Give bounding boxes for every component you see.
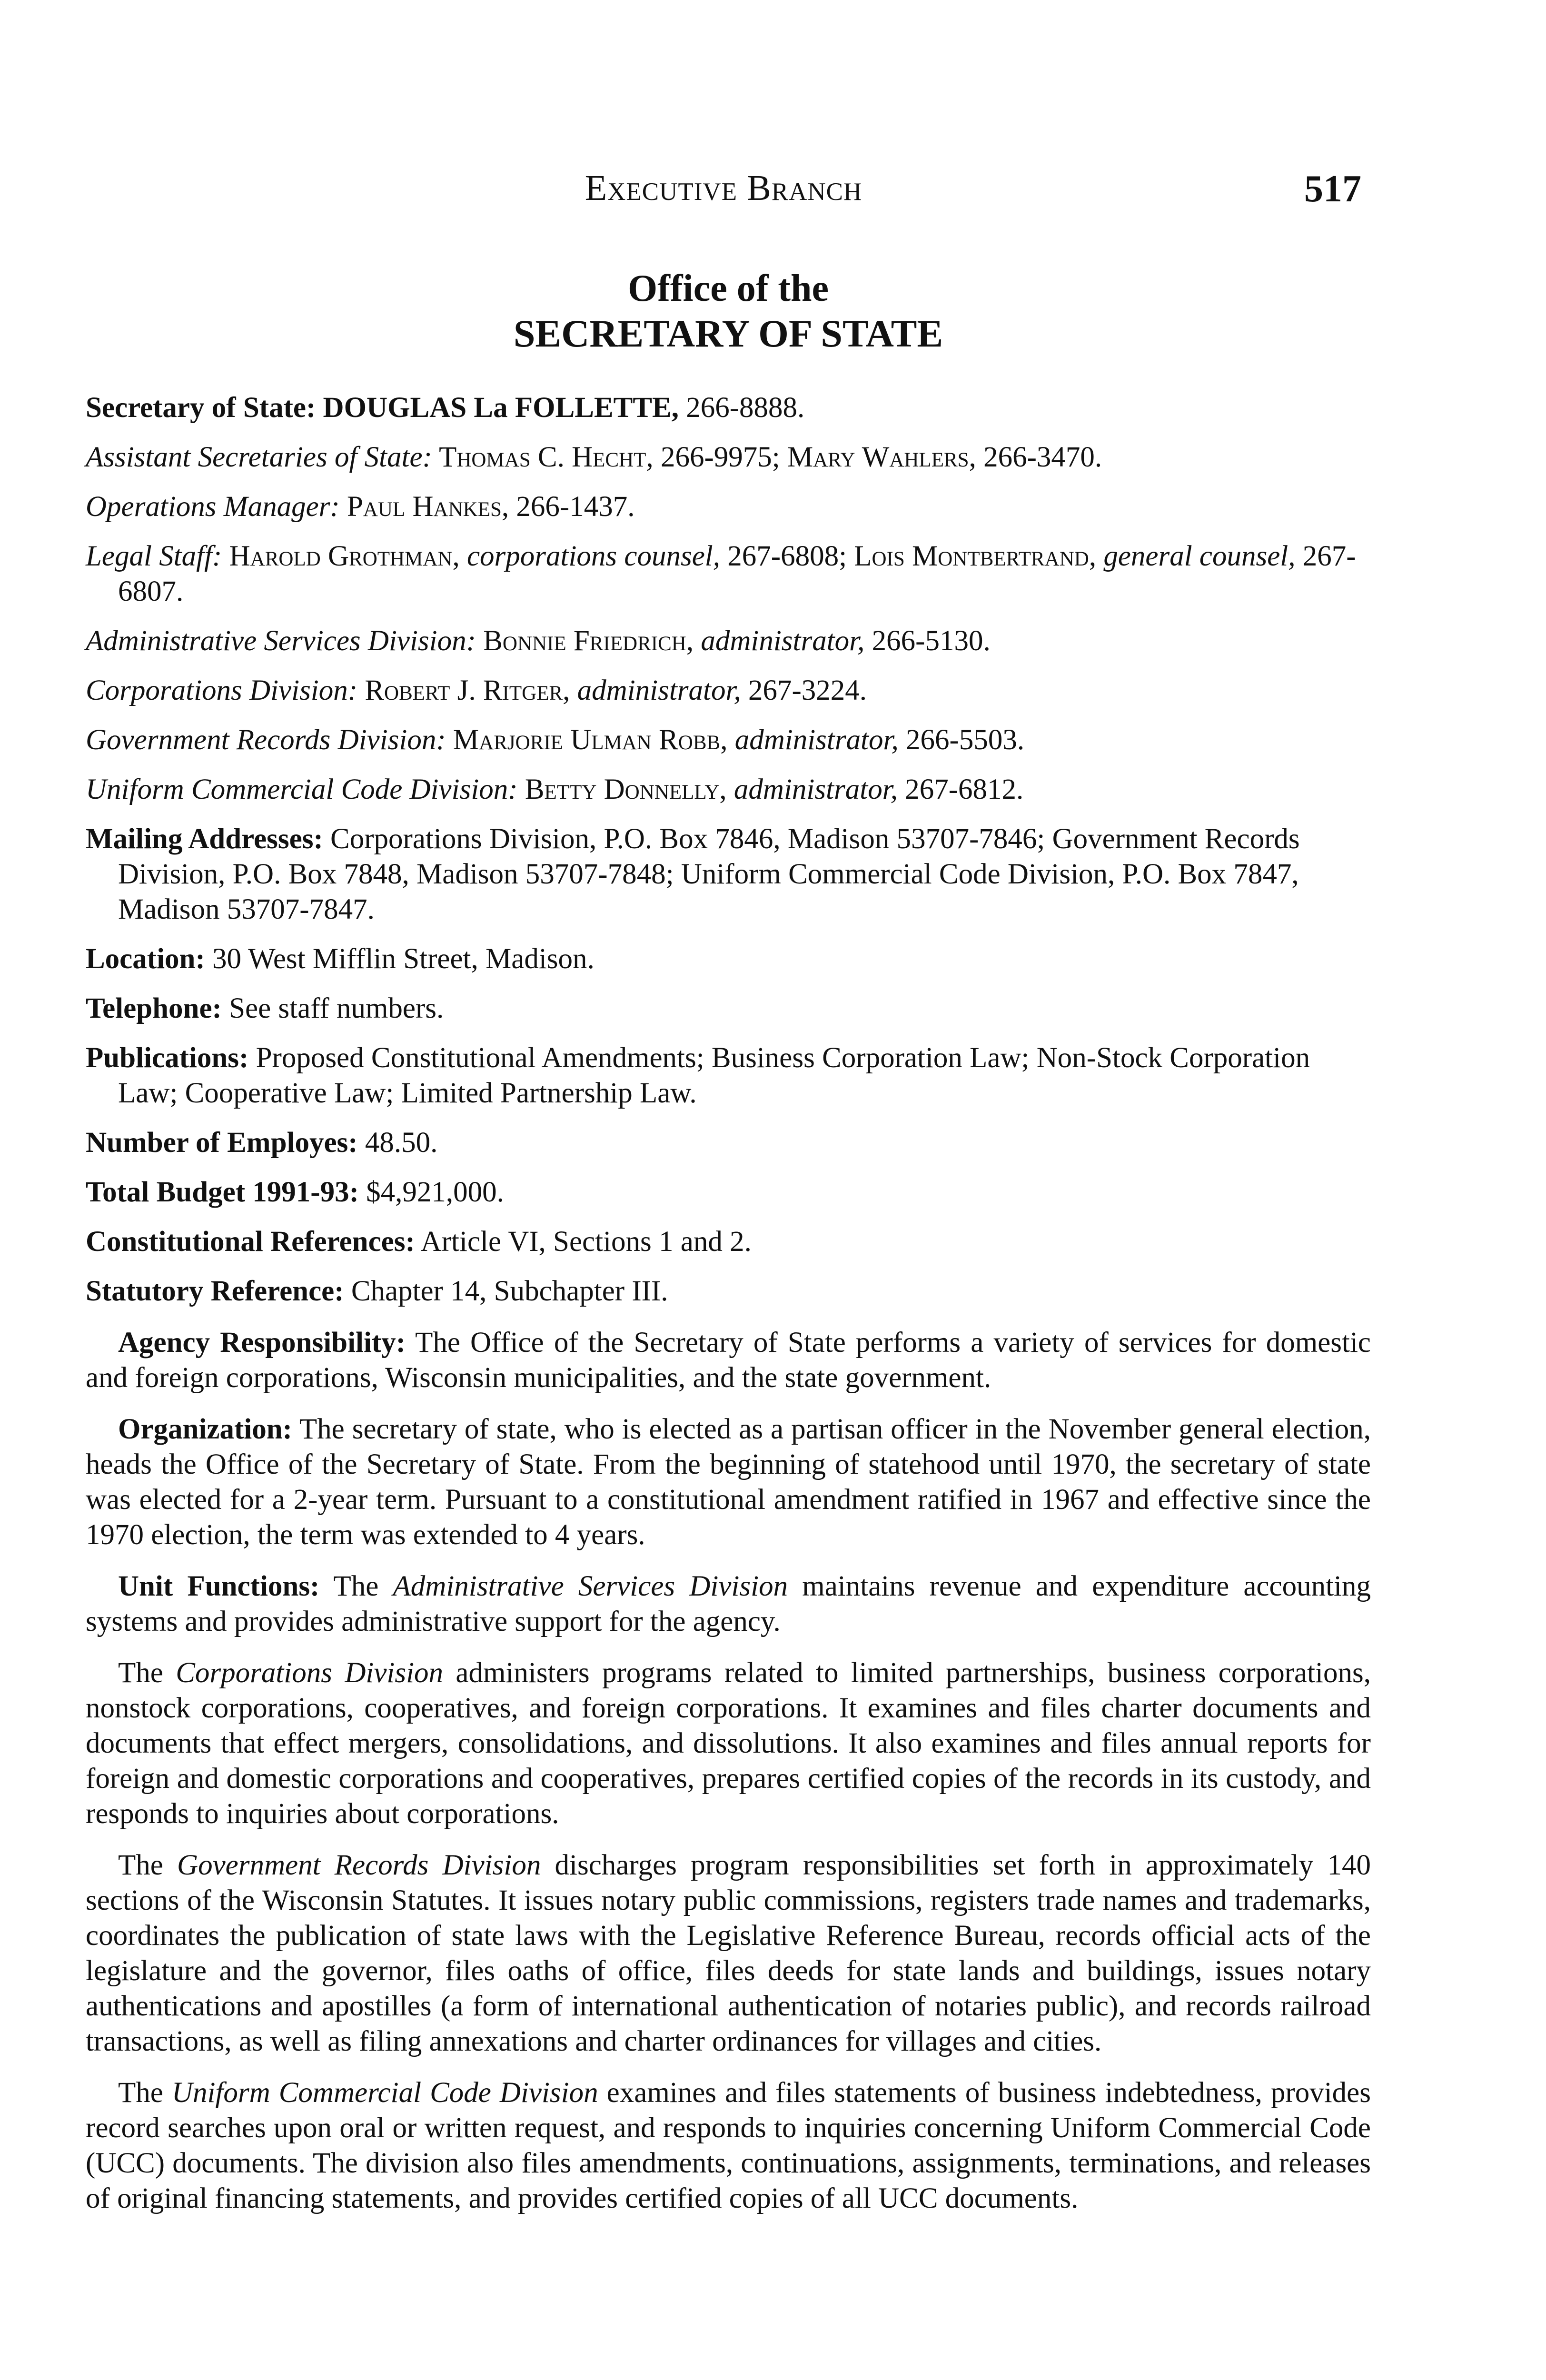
mailing-label: Mailing Addresses: bbox=[86, 823, 323, 855]
legal-phone: 267-6807. bbox=[118, 540, 1356, 607]
division-name-records: Government Records Division bbox=[177, 1849, 541, 1881]
division-role: administrator, bbox=[570, 674, 741, 706]
gov-records-text: discharges program responsibilities set forth in approximately 140 sections of the Wisconsin Statutes. It issues notary public commissions, registers trade names and trademarks, coordinates the publication of state laws with the Legislative Reference Bureau, records official acts of the legislature and the governor, files oaths of office, files deeds for state lands and buildings, issues notary authentications and apostilles (a form of international authentication of notaries public), and records railroad transactions, as well as filing annexations and charter ordinances for villages and cities. bbox=[86, 1849, 1371, 2057]
secretary-entry bbox=[86, 390, 1371, 426]
unit-functions-label: Unit Functions: bbox=[118, 1570, 320, 1602]
telephone bbox=[86, 991, 1371, 1026]
constitutional-label: Constitutional References: bbox=[86, 1226, 415, 1258]
division-label: Administrative Services Division: bbox=[86, 625, 476, 657]
budget-label: Total Budget 1991-93: bbox=[86, 1176, 359, 1208]
responsibility-label: Agency Responsibility: bbox=[118, 1327, 406, 1359]
division-label: Corporations Division: bbox=[86, 674, 358, 706]
page-title bbox=[86, 267, 1371, 356]
organization-label: Organization: bbox=[118, 1413, 292, 1445]
assistant-name: Mary Wahlers, bbox=[787, 441, 976, 473]
employees-label: Number of Employes: bbox=[86, 1127, 358, 1159]
legal-name: Lois Montbertrand, bbox=[854, 540, 1097, 572]
government-records-paragraph bbox=[86, 1848, 1371, 2059]
secretary-name: DOUGLAS La FOLLETTE, bbox=[323, 392, 679, 424]
mailing-value: Corporations Division, P.O. Box 7846, Madison 53707-7846; Government Records Division, P.O. Box 7848, Madison 53707-7848; Uniform Commercial Code Division, P.O. Box 7847, Madison 53707-7847. bbox=[118, 823, 1300, 925]
division-head-name: Marjorie Ulman Robb, bbox=[446, 724, 728, 756]
division-role: administrator, bbox=[727, 724, 899, 756]
assistant-name: Thomas C. Hecht, bbox=[432, 441, 654, 473]
constitutional-references bbox=[86, 1224, 1371, 1259]
responsibility-text: The Office of the Secretary of State performs a variety of services for domestic and foreign corporations, Wisconsin municipalities, and the state government. bbox=[86, 1327, 1371, 1394]
ucc-text: examines and files statements of business indebtedness, provides record searches upon oral or written request, and responds to inquiries concerning Uniform Commercial Code (UCC) documents. The division also files amendments, continuations, assignments, terminations, and releases of original financing statements, and provides certified copies of all UCC documents. bbox=[86, 2077, 1371, 2214]
division-name-corporations: Corporations Division bbox=[176, 1657, 444, 1689]
division-entry-admin bbox=[86, 624, 1371, 659]
corporations-pre: The bbox=[118, 1657, 176, 1689]
division-phone: 267-3224. bbox=[741, 674, 867, 706]
operations-label: Operations Manager: bbox=[86, 491, 340, 523]
division-entry-ucc bbox=[86, 772, 1371, 807]
telephone-value: See staff numbers. bbox=[221, 992, 444, 1024]
assistant-phone: 266-3470. bbox=[976, 441, 1102, 473]
telephone-label: Telephone: bbox=[86, 992, 222, 1024]
employees-value: 48.50. bbox=[357, 1127, 438, 1159]
division-entry-records bbox=[86, 723, 1371, 758]
division-name-ucc: Uniform Commercial Code Division bbox=[171, 2077, 598, 2109]
division-head-name: Betty Donnelly, bbox=[517, 774, 727, 805]
secretary-phone: 266-8888. bbox=[678, 392, 805, 424]
assistant-phone: 266-9975; bbox=[653, 441, 787, 473]
unit-functions-text: maintains revenue and expenditure accounting systems and provides administrative support for the agency. bbox=[86, 1570, 1371, 1637]
organization-text: The secretary of state, who is elected as a partisan officer in the November general election, heads the Office of the Secretary of State. From the beginning of statehood until 1970, the secretary of state was elected for a 2-year term. Pursuant to a constitutional amendment ratified in 1967 and effective since the 1970 election, the term was extended to 4 years. bbox=[86, 1413, 1371, 1551]
title-line-1: Office of the bbox=[627, 268, 829, 309]
total-budget bbox=[86, 1175, 1371, 1210]
agency-responsibility-paragraph bbox=[86, 1325, 1371, 1396]
corporations-text: administers programs related to limited partnerships, business corporations, nonstock corporations, cooperatives, and foreign corporations. It examines and files charter documents and documents that effect mergers, consolidations, and dissolutions. It also examines and files annual reports for foreign and domestic corporations and cooperatives, prepares certified copies of the records in its custody, and responds to inquiries about corporations. bbox=[86, 1657, 1371, 1830]
division-phone: 267-6812. bbox=[897, 774, 1024, 805]
legal-phone: 267-6808; bbox=[720, 540, 854, 572]
publications bbox=[86, 1041, 1371, 1111]
corporations-paragraph bbox=[86, 1656, 1371, 1832]
statutory-label: Statutory Reference: bbox=[86, 1275, 344, 1307]
division-name-admin: Administrative Services Division bbox=[393, 1570, 788, 1602]
legal-entry bbox=[86, 539, 1371, 609]
legal-name: Harold Grothman, bbox=[222, 540, 460, 572]
secretary-label: Secretary of State: bbox=[86, 392, 316, 424]
assistants-entry bbox=[86, 440, 1371, 475]
running-head: Executive Branch bbox=[585, 168, 862, 208]
page-header bbox=[86, 168, 1361, 220]
division-head-name: Bonnie Friedrich, bbox=[476, 625, 694, 657]
unit-functions-paragraph bbox=[86, 1569, 1371, 1639]
assistants-label: Assistant Secretaries of State: bbox=[86, 441, 432, 473]
location-label: Location: bbox=[86, 943, 205, 975]
publications-label: Publications: bbox=[86, 1042, 249, 1074]
ucc-pre: The bbox=[118, 2077, 172, 2109]
ucc-paragraph bbox=[86, 2075, 1371, 2216]
constitutional-value: Article VI, Sections 1 and 2. bbox=[415, 1226, 752, 1258]
statutory-value: Chapter 14, Subchapter III. bbox=[344, 1275, 668, 1307]
document-body bbox=[86, 390, 1371, 2216]
division-role: administrator, bbox=[694, 625, 865, 657]
operations-name: Paul Hankes, bbox=[339, 491, 509, 523]
page-number: 517 bbox=[1304, 168, 1361, 210]
operations-entry bbox=[86, 489, 1371, 525]
division-head-name: Robert J. Ritger, bbox=[357, 674, 570, 706]
division-phone: 266-5130. bbox=[864, 625, 991, 657]
organization-paragraph bbox=[86, 1412, 1371, 1553]
location-value: 30 West Mifflin Street, Madison. bbox=[205, 943, 595, 975]
legal-role: general counsel, bbox=[1096, 540, 1296, 572]
operations-phone: 266-1437. bbox=[509, 491, 635, 523]
budget-value: $4,921,000. bbox=[358, 1176, 504, 1208]
location bbox=[86, 942, 1371, 977]
division-entry-corporations bbox=[86, 673, 1371, 708]
gov-records-pre: The bbox=[118, 1849, 178, 1881]
division-phone: 266-5503. bbox=[898, 724, 1025, 756]
publications-value: Proposed Constitutional Amendments; Business Corporation Law; Non-Stock Corporation Law; Cooperative Law; Limited Partnership Law. bbox=[118, 1042, 1310, 1109]
title-line-2: SECRETARY OF STATE bbox=[513, 311, 943, 355]
mailing-addresses bbox=[86, 822, 1371, 927]
division-label: Government Records Division: bbox=[86, 724, 446, 756]
unit-functions-pre: The bbox=[319, 1570, 393, 1602]
statutory-reference bbox=[86, 1274, 1371, 1309]
division-role: administrator, bbox=[726, 774, 898, 805]
employees bbox=[86, 1125, 1371, 1160]
legal-role: corporations counsel, bbox=[459, 540, 720, 572]
legal-label: Legal Staff: bbox=[86, 540, 222, 572]
division-label: Uniform Commercial Code Division: bbox=[86, 774, 518, 805]
